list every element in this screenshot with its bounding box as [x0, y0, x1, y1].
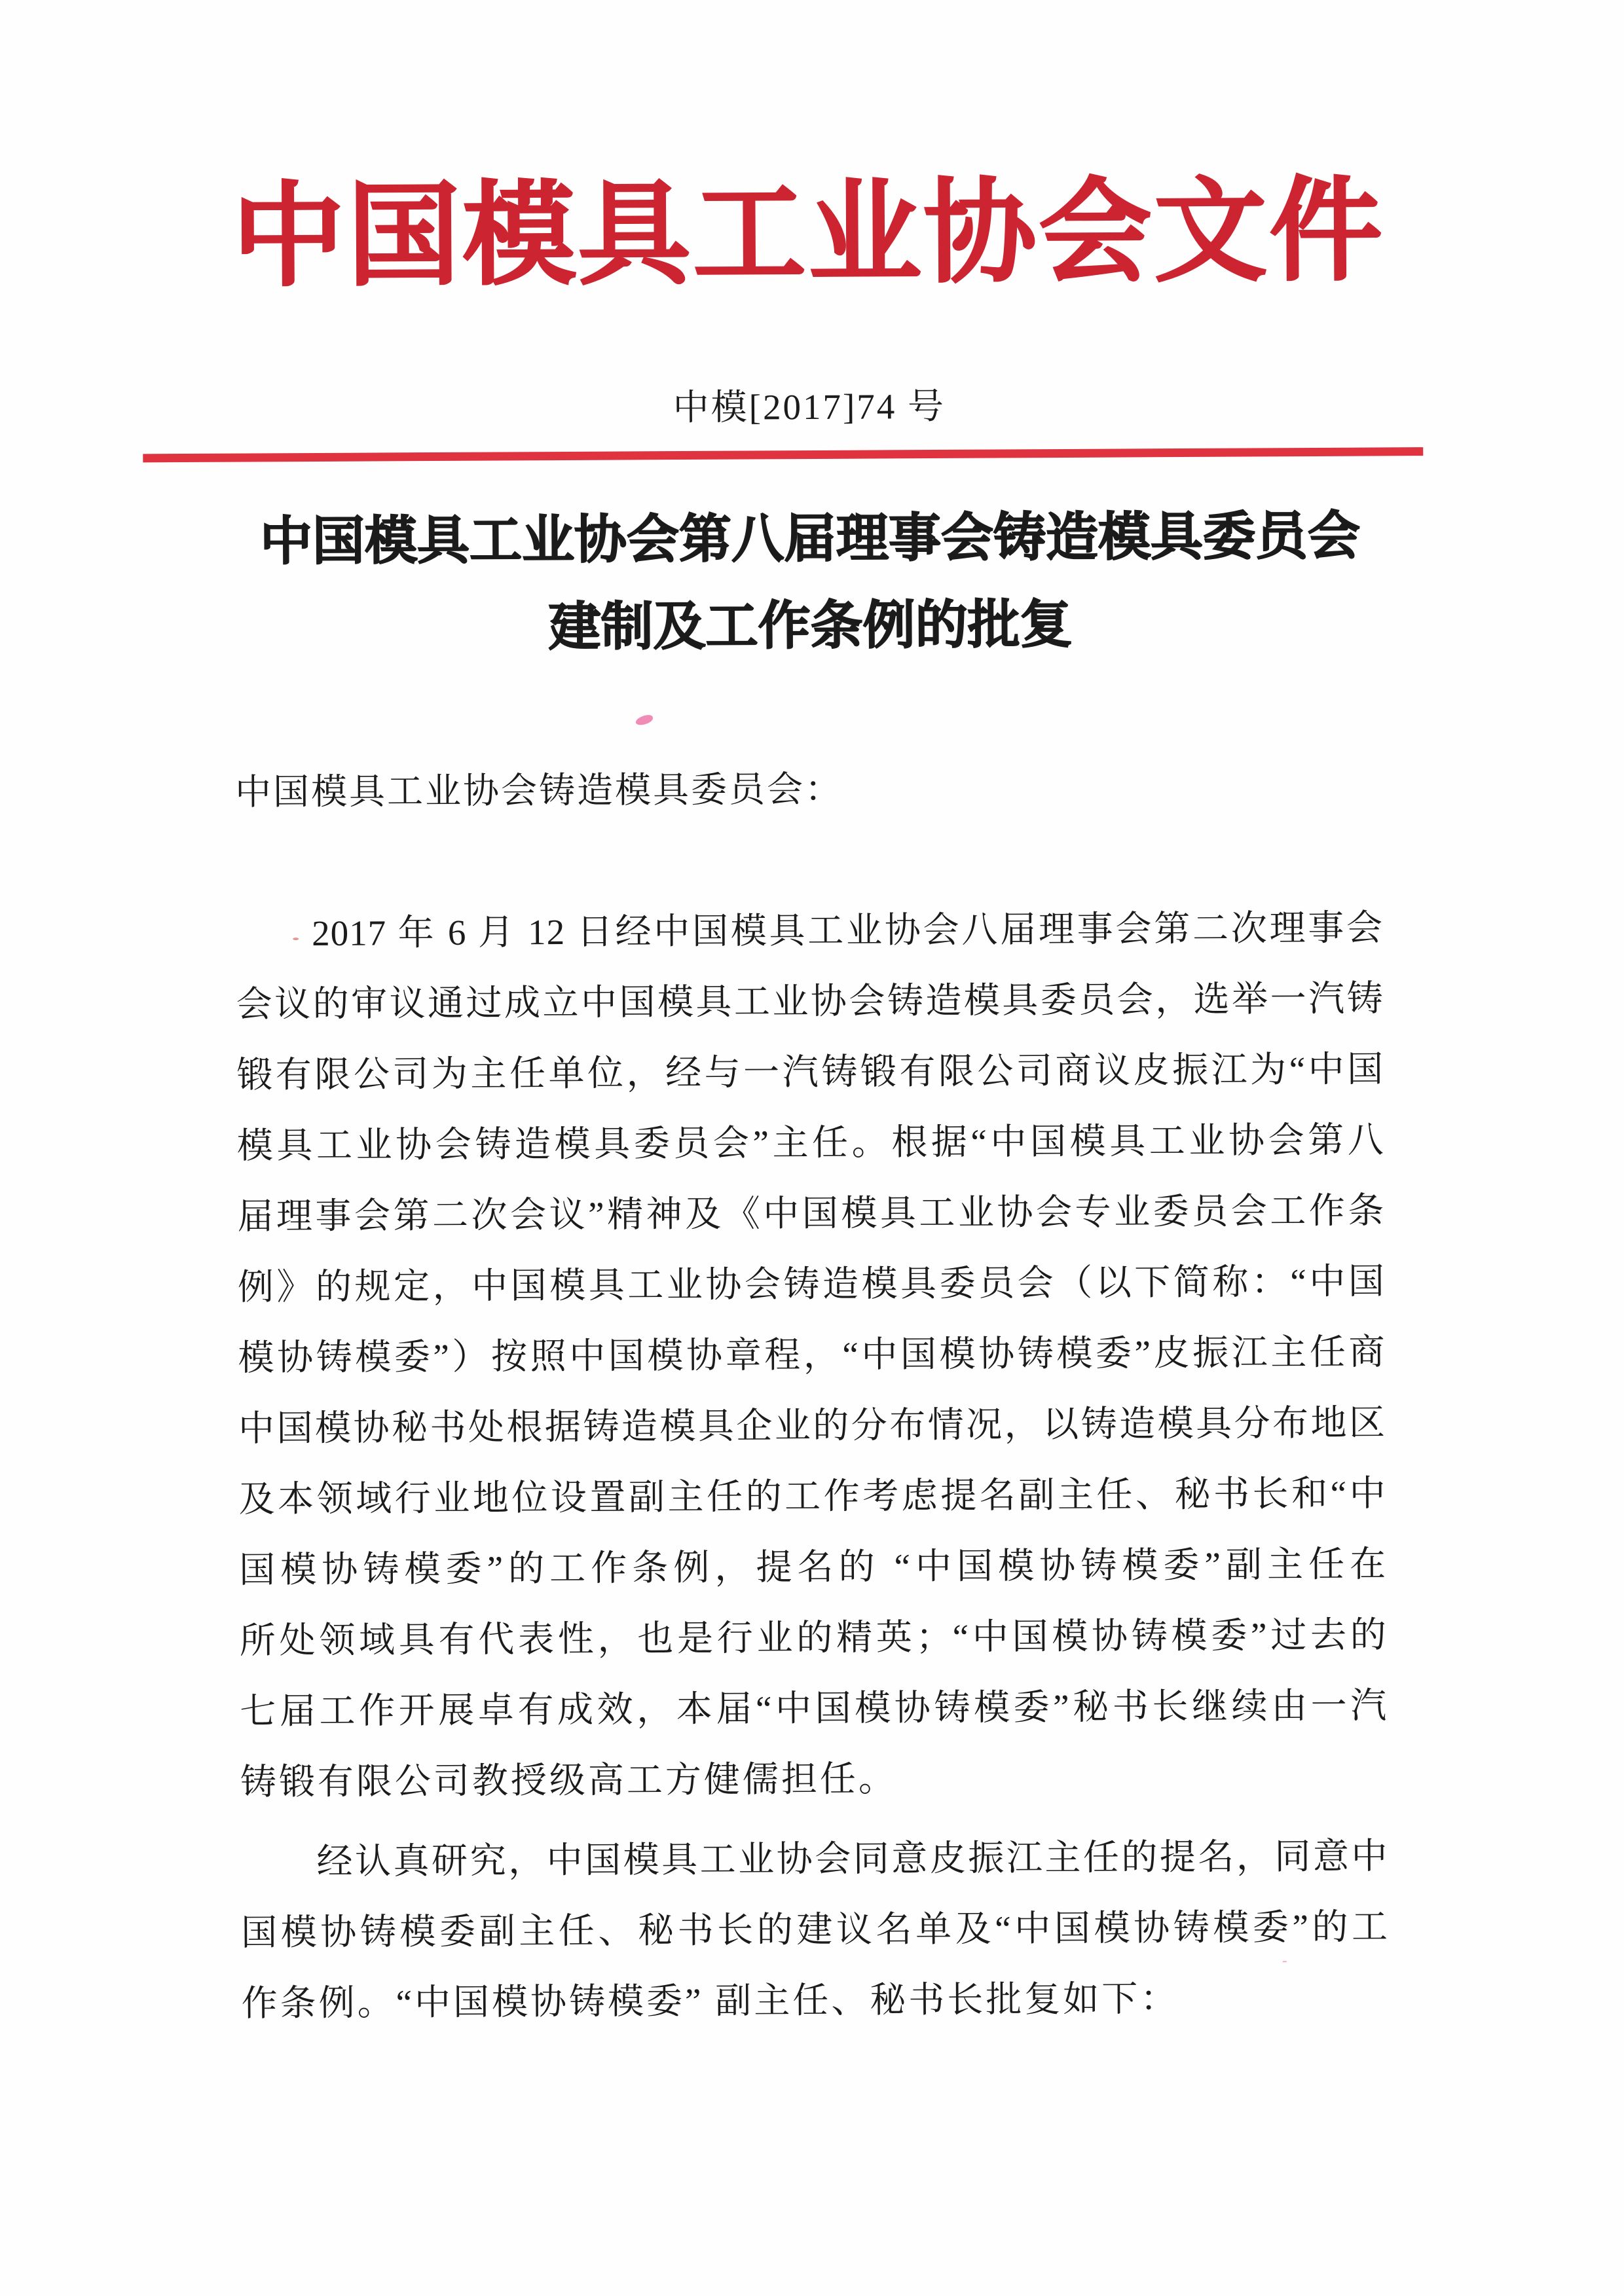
body-text-line: 届理事会第二次会议”精神及《中国模具工业协会专业委员会工作条: [237, 1190, 1385, 1237]
document-title: [0, 492, 1623, 675]
body-text-line: 锻有限公司为主任单位，经与一汽铸锻有限公司商议皮振江为“中国: [236, 1049, 1384, 1095]
body-text-line: 国模协铸模委”的工作条例，提名的 “中国模协铸模委”副主任在: [239, 1544, 1387, 1590]
body-text-line: 铸锻有限公司教授级高工方健儒担任。: [240, 1758, 898, 1802]
body-text-line: 国模协铸模委副主任、秘书长的建议名单及“中国模协铸模委”的工: [240, 1906, 1389, 1953]
body-text-line: 模具工业协会铸造模具委员会”主任。根据“中国模具工业协会第八: [236, 1120, 1384, 1166]
document-number: 中模[2017]74 号: [673, 386, 946, 428]
document-title-line-2: 建制及工作条例的批复: [548, 596, 1073, 657]
body-text-line: 中国模协秘书处根据铸造模具企业的分布情况，以铸造模具分布地区: [238, 1402, 1386, 1449]
document-title-line-1: 中国模具工业协会第八届理事会铸造模具委员会: [259, 507, 1361, 572]
body-text-line: 2017 年 6 月 12 日经中国模具工业协会八届理事会第二次理事会: [311, 907, 1384, 953]
body-text-line: 及本领域行业地位设置副主任的工作考虑提名副主任、秘书长和“中: [238, 1473, 1386, 1520]
body-paragraph-1: [236, 892, 1388, 1817]
body-text-line: 经认真研究，中国模具工业协会同意皮振江主任的提名，同意中: [316, 1836, 1388, 1882]
body-text-line: 所处领域具有代表性，也是行业的精英；“中国模协铸模委”过去的: [239, 1614, 1387, 1661]
body-text-line: 模协铸模委”）按照中国模协章程，“中国模协铸模委”皮振江主任商: [238, 1332, 1386, 1378]
red-letterhead-title: 中国模具工业协会文件: [232, 170, 1386, 301]
body-text-line: 作条例。“中国模协铸模委” 副主任、秘书长批复如下：: [241, 1978, 1179, 2024]
body-text-line: 七届工作开展卓有成效，本届“中国模协铸模委”秘书长继续由一汽: [240, 1685, 1388, 1732]
scan-artifact-pink-smudge: [635, 714, 654, 726]
body-paragraph-2: [240, 1821, 1389, 2039]
salutation-line: 中国模具工业协会铸造模具委员会：: [234, 769, 843, 812]
document-body: [236, 892, 1389, 2039]
body-text-line: 会议的审议通过成立中国模具工业协会铸造模具委员会，选举一汽铸: [236, 978, 1384, 1025]
red-separator-rule: [143, 447, 1423, 462]
body-text-line: 例》的规定，中国模具工业协会铸造模具委员会（以下简称：“中国: [237, 1261, 1386, 1307]
